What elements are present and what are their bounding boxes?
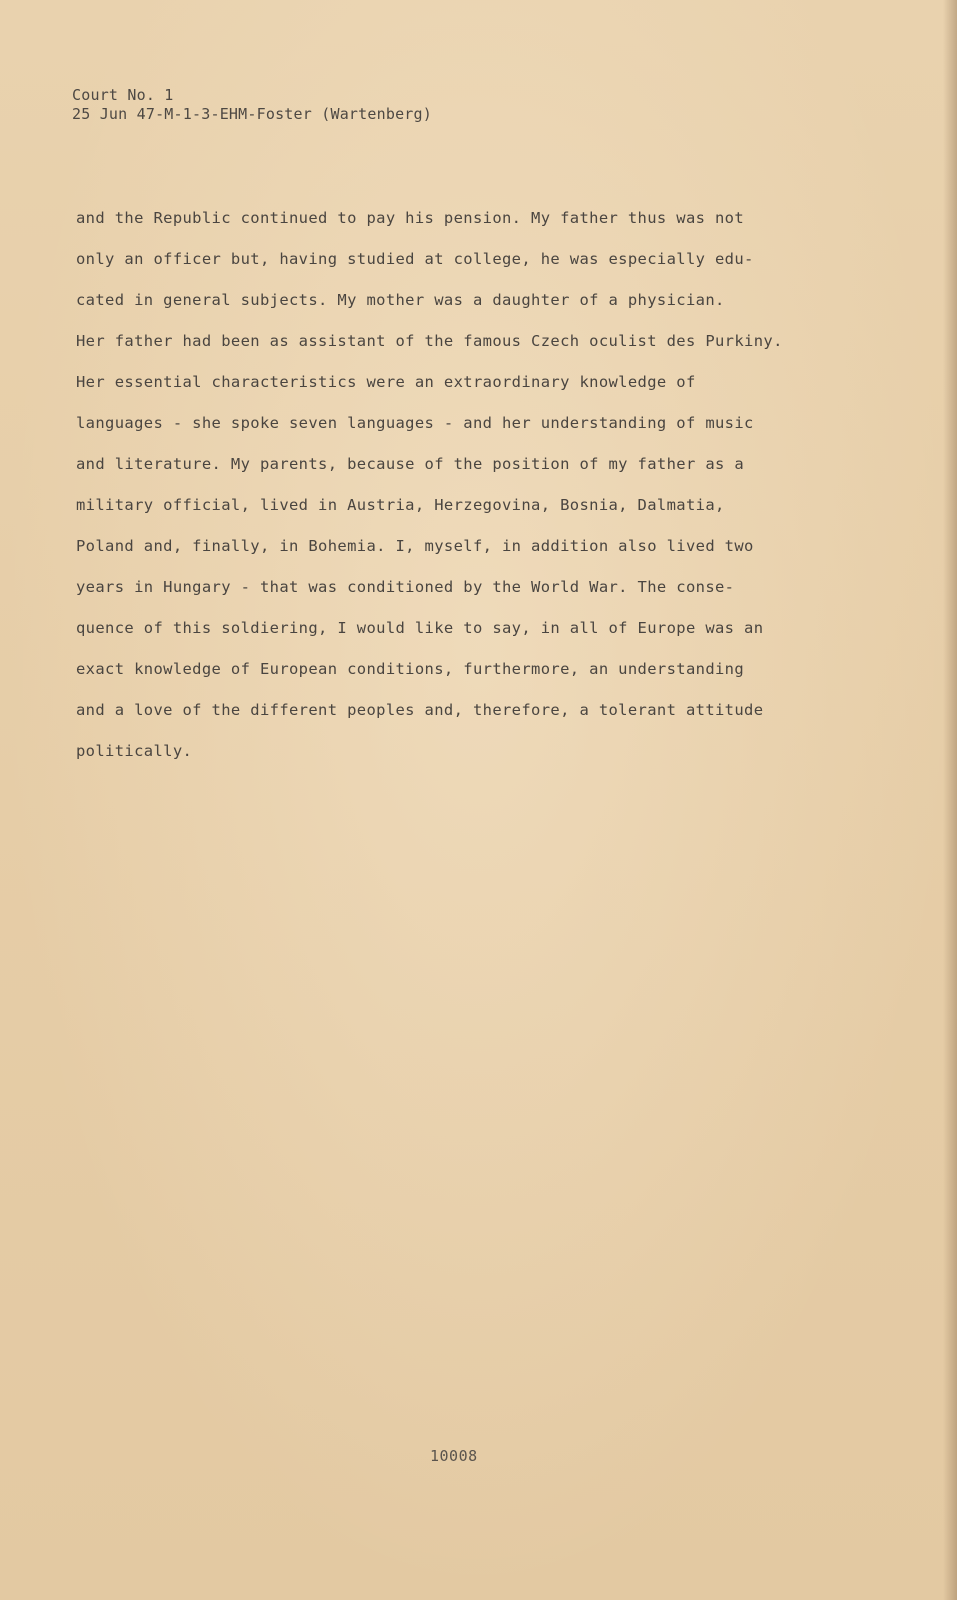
court-label: Court No. 1 [72,86,174,104]
document-header [72,86,432,124]
transcript-line: and literature. My parents, because of the position of my father as a [76,455,745,473]
page-number: 10008 [430,1447,478,1465]
transcript-line: Poland and, finally, in Bohemia. I, myself, in addition also lived two [76,537,754,555]
transcript-body [76,198,836,772]
transcript-line: years in Hungary - that was conditioned by the World War. The conse- [76,578,735,596]
transcript-line: and the Republic continued to pay his pension. My father thus was not [76,209,745,227]
transcript-line: only an officer but, having studied at college, he was especially edu- [76,250,754,268]
transcript-line: languages - she spoke seven languages - and her understanding of music [76,414,754,432]
transcript-line: politically. [76,742,193,760]
transcript-line: and a love of the different peoples and, therefore, a tolerant attitude [76,701,764,719]
transcript-line: Her father had been as assistant of the famous Czech oculist des Purkiny. [76,332,783,350]
transcript-line: quence of this soldiering, I would like to say, in all of Europe was an [76,619,764,637]
transcript-line: Her essential characteristics were an extraordinary knowledge of [76,373,696,391]
session-reference: 25 Jun 47-M-1-3-EHM-Foster (Wartenberg) [72,105,432,123]
transcript-line: cated in general subjects. My mother was a daughter of a physician. [76,291,725,309]
transcript-line: military official, lived in Austria, Herzegovina, Bosnia, Dalmatia, [76,496,725,514]
transcript-line: exact knowledge of European conditions, furthermore, an understanding [76,660,745,678]
